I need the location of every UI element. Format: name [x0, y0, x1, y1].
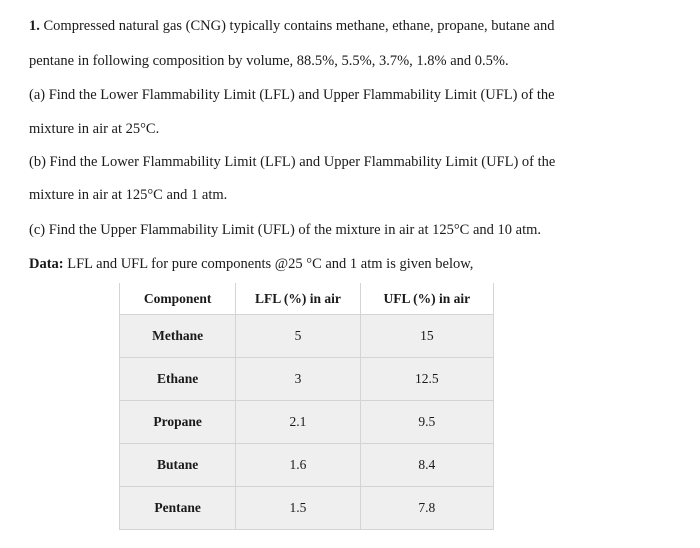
data-label: Data:: [29, 256, 64, 272]
cell-ufl: 8.4: [360, 444, 493, 487]
cell-ufl: 12.5: [360, 358, 493, 401]
data-text: LFL and UFL for pure components @25 °C and 1 atm is given below,: [67, 256, 474, 272]
cell-component: Pentane: [120, 487, 236, 530]
cell-component: Ethane: [120, 358, 236, 401]
cell-component: Propane: [120, 401, 236, 444]
table-row: [120, 358, 494, 401]
cell-lfl: 1.6: [236, 444, 360, 487]
part-b-line-1: (b) Find the Lower Flammability Limit (LFL) and Upper Flammability Limit (UFL) of the: [29, 154, 556, 170]
header-ufl: UFL (%) in air: [360, 283, 493, 315]
cell-lfl: 3: [236, 358, 360, 401]
part-b-line-2: mixture in air at 125°C and 1 atm.: [29, 187, 228, 203]
cell-ufl: 7.8: [360, 487, 493, 530]
cell-ufl: 9.5: [360, 401, 493, 444]
part-c-line: (c) Find the Upper Flammability Limit (UFL) of the mixture in air at 125°C and 10 atm.: [29, 222, 541, 238]
problem-intro-line-1: [29, 17, 554, 35]
cell-component: Butane: [120, 444, 236, 487]
cell-lfl: 5: [236, 315, 360, 358]
flammability-table: [119, 283, 494, 530]
part-a-line-1: (a) Find the Lower Flammability Limit (LFL) and Upper Flammability Limit (UFL) of the: [29, 87, 555, 103]
table-row: [120, 401, 494, 444]
table-row: [120, 487, 494, 530]
cell-ufl: 15: [360, 315, 493, 358]
flammability-table-container: [119, 283, 494, 548]
cell-lfl: 1.5: [236, 487, 360, 530]
cell-lfl: 2.1: [236, 401, 360, 444]
problem-intro-line-2: pentane in following composition by volume, 88.5%, 5.5%, 3.7%, 1.8% and 0.5%.: [29, 53, 509, 69]
header-lfl: LFL (%) in air: [236, 283, 360, 315]
data-line: [29, 255, 473, 273]
table-row: [120, 444, 494, 487]
problem-intro-text-1: Compressed natural gas (CNG) typically contains methane, ethane, propane, butane and: [43, 18, 555, 34]
problem-number: 1.: [29, 18, 40, 34]
table-header-row: [120, 283, 494, 315]
part-a-line-2: mixture in air at 25°C.: [29, 121, 160, 137]
header-component: Component: [120, 283, 236, 315]
cell-component: Methane: [120, 315, 236, 358]
table-row: [120, 315, 494, 358]
